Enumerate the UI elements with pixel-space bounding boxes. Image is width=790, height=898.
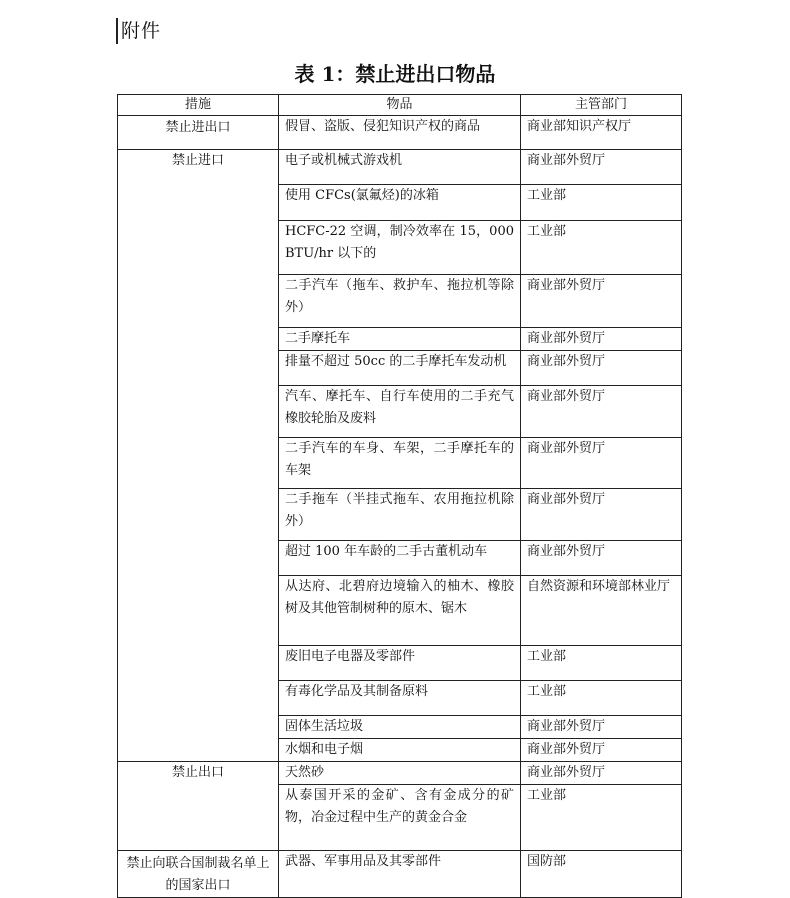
item-cell: 水烟和电子烟: [279, 739, 521, 762]
dept-cell: 工业部: [521, 785, 682, 851]
header-measure: 措施: [118, 95, 279, 116]
dept-cell: 商业部外贸厅: [521, 351, 682, 386]
table-row: [118, 851, 682, 898]
dept-cell: 国防部: [521, 851, 682, 898]
dept-cell: 商业部外贸厅: [521, 762, 682, 785]
dept-cell: 工业部: [521, 185, 682, 221]
prohibited-items-table: [117, 94, 682, 898]
item-cell: 固体生活垃圾: [279, 716, 521, 739]
dept-cell: 商业部知识产权厅: [521, 116, 682, 150]
measure-cell: 禁止出口: [118, 762, 279, 851]
item-cell: 二手汽车（拖车、救护车、拖拉机等除外）: [279, 275, 521, 328]
item-cell: 有毒化学品及其制备原料: [279, 681, 521, 716]
item-cell: 从泰国开采的金矿、含有金成分的矿物，冶金过程中生产的黄金合金: [279, 785, 521, 851]
dept-cell: 商业部外贸厅: [521, 438, 682, 489]
measure-cell: 禁止进出口: [118, 116, 279, 150]
table-title: 表 1：禁止进出口物品: [294, 62, 496, 86]
item-cell: 废旧电子电器及零部件: [279, 646, 521, 681]
dept-cell: 工业部: [521, 221, 682, 275]
item-cell: 从达府、北碧府边境输入的柚木、橡胶树及其他管制树种的原木、锯木: [279, 576, 521, 646]
header-row: [118, 95, 682, 116]
dept-cell: 商业部外贸厅: [521, 541, 682, 576]
header-item: 物品: [279, 95, 521, 116]
dept-cell: 商业部外贸厅: [521, 328, 682, 351]
table-row: [118, 150, 682, 185]
dept-cell: 商业部外贸厅: [521, 739, 682, 762]
item-cell: 武器、军事用品及其零部件: [279, 851, 521, 898]
header-dept: 主管部门: [521, 95, 682, 116]
dept-cell: 商业部外贸厅: [521, 386, 682, 438]
item-cell: 天然砂: [279, 762, 521, 785]
item-cell: 使用 CFCs(氯氟烃)的冰箱: [279, 185, 521, 221]
dept-cell: 商业部外贸厅: [521, 716, 682, 739]
item-cell: 二手拖车（半挂式拖车、农用拖拉机除外）: [279, 489, 521, 541]
item-cell: 电子或机械式游戏机: [279, 150, 521, 185]
item-cell: 二手摩托车: [279, 328, 521, 351]
dept-cell: 工业部: [521, 646, 682, 681]
dept-cell: 工业部: [521, 681, 682, 716]
item-cell: 汽车、摩托车、自行车使用的二手充气橡胶轮胎及废料: [279, 386, 521, 438]
measure-cell: 禁止向联合国制裁名单上的国家出口: [118, 851, 279, 898]
item-cell: 超过 100 年车龄的二手古董机动车: [279, 541, 521, 576]
item-cell: HCFC-22 空调，制冷效率在 15，000BTU/hr 以下的: [279, 221, 521, 275]
dept-cell: 自然资源和环境部林业厅: [521, 576, 682, 646]
table-row: [118, 116, 682, 150]
table-row: [118, 762, 682, 785]
dept-cell: 商业部外贸厅: [521, 275, 682, 328]
item-cell: 排量不超过 50cc 的二手摩托车发动机: [279, 351, 521, 386]
measure-cell: 禁止进口: [118, 150, 279, 762]
item-cell: 假冒、盗版、侵犯知识产权的商品: [279, 116, 521, 150]
dept-cell: 商业部外贸厅: [521, 489, 682, 541]
attachment-label: 附件: [116, 18, 161, 44]
item-cell: 二手汽车的车身、车架，二手摩托车的车架: [279, 438, 521, 489]
dept-cell: 商业部外贸厅: [521, 150, 682, 185]
